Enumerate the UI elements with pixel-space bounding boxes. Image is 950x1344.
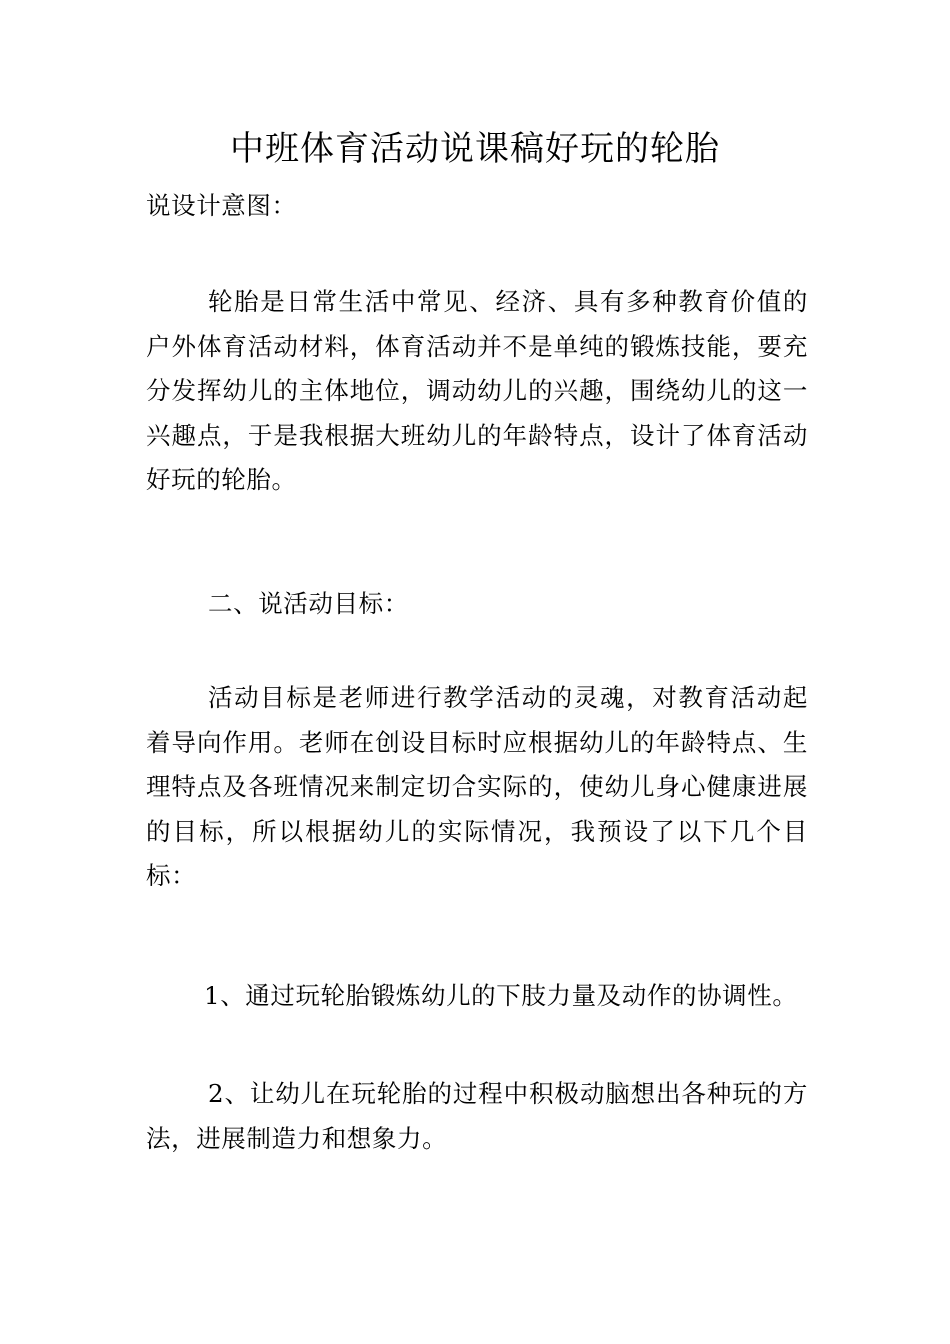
document-title: 中班体育活动说课稿好玩的轮胎 (230, 129, 720, 169)
paragraph-activity-goals: 活动目标是老师进行教学活动的灵魂，对教育活动起着导向作用。老师在创设目标时应根据幼儿的年龄特点、生理特点及各班情况来制定切合实际的，使幼儿身心健康进展的目标，所以根据幼儿的实际情况，我预设了以下几个目标： (146, 683, 808, 890)
goal-item-1: 1、通过玩轮胎锻炼幼儿的下肢力量及动作的协调性。 (204, 981, 798, 1010)
section-heading-activity-goals: 二、说活动目标： (208, 589, 409, 618)
goal-item-2: 2、让幼儿在玩轮胎的过程中积极动脑想出各种玩的方法，进展制造力和想象力。 (146, 1079, 808, 1153)
paragraph-design-intent: 轮胎是日常生活中常见、经济、具有多种教育价值的户外体育活动材料，体育活动并不是单纯的锻炼技能，要充分发挥幼儿的主体地位，调动幼儿的兴趣，围绕幼儿的这一兴趣点，于是我根据大班幼儿的年龄特点，设计了体育活动好玩的轮胎。 (146, 287, 808, 494)
section-heading-design-intent: 说设计意图： (146, 191, 297, 220)
